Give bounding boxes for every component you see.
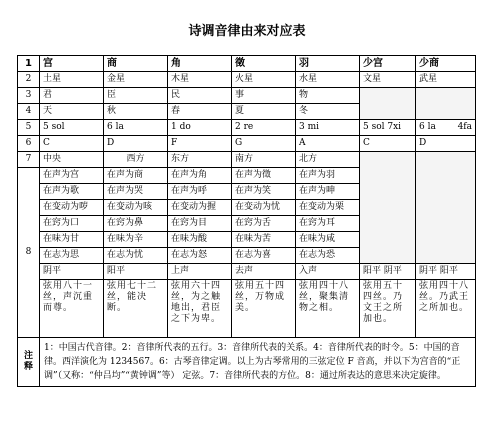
cell: 在味为酸 (168, 232, 232, 248)
cell: 文星 (360, 72, 416, 88)
cell: 火星 (232, 72, 296, 88)
cell: 少宫 (360, 56, 416, 72)
cell: 民 (168, 88, 232, 104)
empty-cell (416, 88, 476, 120)
cell: 在声为歌 (40, 184, 104, 200)
cell: 5 sol 7xi (360, 120, 416, 136)
tone-cell: 上声 (168, 264, 232, 280)
cell: 在志为忧 (104, 248, 168, 264)
cell: 金星 (104, 72, 168, 88)
table-row (18, 88, 476, 104)
cell: 在味为苦 (232, 232, 296, 248)
cell: 在声为角 (168, 168, 232, 184)
desc-cell: 弦用四十八丝，聚集清物之相。 (296, 280, 360, 338)
row-number: 8 (18, 168, 40, 338)
notes-label: 注释 (18, 338, 40, 387)
table-row (18, 120, 476, 136)
empty-cell (360, 152, 416, 264)
cell: 在声为商 (104, 168, 168, 184)
page-title: 诗调音律由来对应表 (188, 24, 306, 39)
pitch-a: 6 la (419, 122, 436, 132)
pitch-b: 4fa (457, 122, 472, 132)
cell: 在窍为耳 (296, 216, 360, 232)
cell: 西方 (104, 152, 168, 168)
cell: 6 la (104, 120, 168, 136)
desc-cell: 弦用八十一丝，声沉重而尊。 (40, 280, 104, 338)
cell: 春 (168, 104, 232, 120)
cell: 在味为辛 (104, 232, 168, 248)
row-number: 1 (18, 56, 40, 72)
cell: 在味为咸 (296, 232, 360, 248)
cell: 臣 (104, 88, 168, 104)
cell: 水星 (296, 72, 360, 88)
cell: 在志为思 (40, 248, 104, 264)
desc-cell: 弦用五十四丝。乃文王之所加也。 (360, 280, 416, 338)
tone-cell: 阳平 (104, 264, 168, 280)
cell: 在声为羽 (296, 168, 360, 184)
table-row (18, 72, 476, 88)
cell: 君 (40, 88, 104, 104)
cell: 在窍为目 (168, 216, 232, 232)
cell: 物 (296, 88, 360, 104)
notes-text: 1：中国古代音律。2：音律所代表的五行。3：音律所代表的关系。4：音律所代表的时令。5：中国的音律。西洋演化为 1234567。6：古琴音律定调。以上为古琴常用的三弦定位 F 音高，并以下为宫音的“正调”（又称：“仲吕均”“黄钟调”等） 定弦。7：音律所代表的方位。8：通过所表达的意思来决定旋律。 (40, 338, 476, 387)
cell: 在窍为鼻 (104, 216, 168, 232)
cell: 夏 (232, 104, 296, 120)
cell: 在变动为忧 (232, 200, 296, 216)
table-row (18, 56, 476, 72)
cell: 3 mi (296, 120, 360, 136)
row-number: 5 (18, 120, 40, 136)
cell: 在志为怒 (168, 248, 232, 264)
cell: 宫 (40, 56, 104, 72)
empty-cell (416, 152, 476, 264)
row-number: 3 (18, 88, 40, 104)
row-number: 4 (18, 104, 40, 120)
cell: C (360, 136, 416, 152)
cell: 在声为徵 (232, 168, 296, 184)
row-number: 2 (18, 72, 40, 88)
cell: 商 (104, 56, 168, 72)
table-row (18, 280, 476, 338)
cell: 事 (232, 88, 296, 104)
cell: 2 re (232, 120, 296, 136)
cell: D (416, 136, 476, 152)
cell: 在声为笑 (232, 184, 296, 200)
cell: 中央 (40, 152, 104, 168)
cell: 在声为宫 (40, 168, 104, 184)
cell: 在变动为握 (168, 200, 232, 216)
cell: 少商 (416, 56, 476, 72)
cell: 在窍为舌 (232, 216, 296, 232)
cell: 北方 (296, 152, 360, 168)
table-row (18, 264, 476, 280)
cell: 1 do (168, 120, 232, 136)
cell: 徵 (232, 56, 296, 72)
cell: 在变动为哕 (40, 200, 104, 216)
cell: 木星 (168, 72, 232, 88)
cell: D (104, 136, 168, 152)
cell: A (296, 136, 360, 152)
cell: 在志为喜 (232, 248, 296, 264)
row-number: 6 (18, 136, 40, 152)
cell (416, 120, 476, 136)
empty-cell (360, 88, 416, 120)
cell: 5 sol (40, 120, 104, 136)
desc-cell: 弦用五十四丝，万物成美。 (232, 280, 296, 338)
cell: 土星 (40, 72, 104, 88)
cell: 在变动为栗 (296, 200, 360, 216)
cell: G (232, 136, 296, 152)
cell: 南方 (232, 152, 296, 168)
cell: 冬 (296, 104, 360, 120)
cell: 在声为呻 (296, 184, 360, 200)
tone-cell: 去声 (232, 264, 296, 280)
cell: 羽 (296, 56, 360, 72)
cell: 在味为甘 (40, 232, 104, 248)
desc-cell: 弦用四十八丝。乃武王之所加也。 (416, 280, 476, 338)
cell: 在志为恐 (296, 248, 360, 264)
row-number: 7 (18, 152, 40, 168)
correspondence-table (17, 55, 476, 387)
tone-cell: 入声 (296, 264, 360, 280)
cell: 在窍为口 (40, 216, 104, 232)
tone-cell: 阴平 阳平 (416, 264, 476, 280)
cell: 秋 (104, 104, 168, 120)
desc-cell: 弦用六十四丝，为之触地出，君臣之下为卑。 (168, 280, 232, 338)
tone-cell: 阴平 (40, 264, 104, 280)
table-row (18, 152, 476, 168)
notes-row (18, 338, 476, 387)
cell: C (40, 136, 104, 152)
tone-cell: 阳平 阴平 (360, 264, 416, 280)
cell: 在声为呼 (168, 184, 232, 200)
cell: 角 (168, 56, 232, 72)
cell: 在变动为咳 (104, 200, 168, 216)
cell: F (168, 136, 232, 152)
cell: 武星 (416, 72, 476, 88)
cell: 东方 (168, 152, 232, 168)
table-row (18, 136, 476, 152)
cell: 天 (40, 104, 104, 120)
cell: 在声为哭 (104, 184, 168, 200)
desc-cell: 弦用七十二丝，能决断。 (104, 280, 168, 338)
